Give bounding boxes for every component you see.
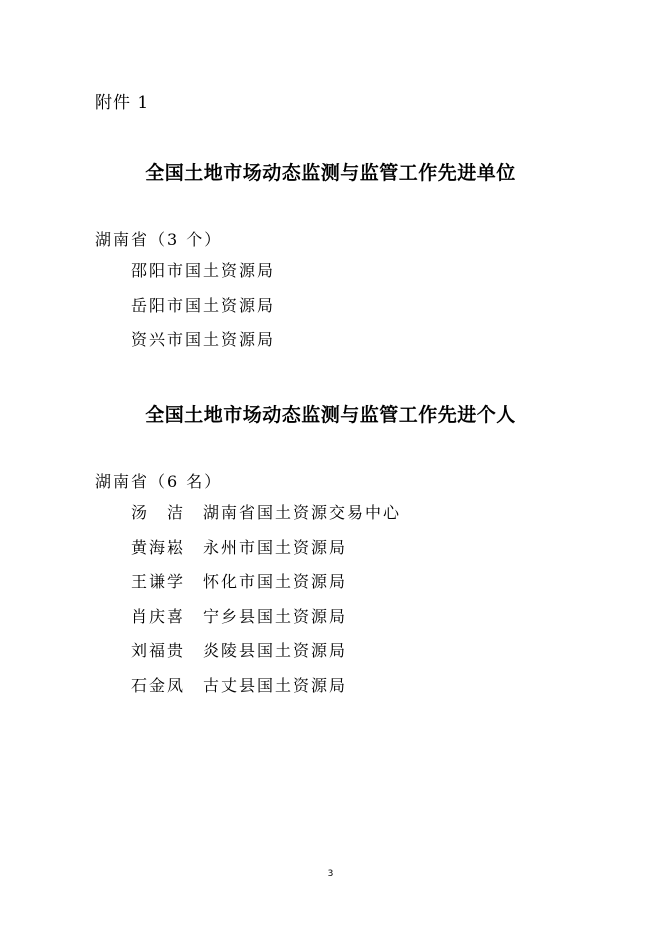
person-unit: 永州市国土资源局 — [203, 537, 348, 557]
advanced-individuals-list — [131, 504, 401, 711]
advanced-units-list — [131, 262, 275, 366]
person-name: 肖庆喜 — [131, 606, 186, 626]
person-unit: 炎陵县国土资源局 — [203, 641, 348, 660]
person-name: 石金凤 — [131, 675, 186, 695]
page-number: 3 — [327, 869, 334, 879]
list-item: 岳阳市国土资源局 — [131, 295, 276, 315]
person-name: 刘福贵 — [131, 641, 186, 660]
list-item: 邵阳市国土资源局 — [131, 261, 276, 280]
province-heading-units: 湖南省（3 个） — [95, 230, 223, 249]
list-item — [131, 642, 401, 677]
person-name: 王谦学 — [131, 572, 186, 591]
list-item — [131, 573, 401, 608]
list-item: 资兴市国土资源局 — [131, 330, 276, 349]
person-unit: 宁乡县国土资源局 — [203, 606, 348, 626]
section-title-advanced-individuals: 全国土地市场动态监测与监管工作先进个人 — [145, 404, 516, 426]
person-name: 汤 洁 — [131, 503, 186, 522]
attachment-label: 附件 1 — [95, 93, 150, 113]
list-item — [131, 539, 401, 574]
list-item — [131, 608, 401, 643]
section-title-advanced-units: 全国土地市场动态监测与监管工作先进单位 — [145, 162, 516, 184]
person-unit: 怀化市国土资源局 — [203, 572, 348, 591]
list-item — [131, 677, 401, 712]
person-unit: 古丈县国土资源局 — [203, 675, 348, 695]
list-item — [131, 504, 401, 539]
person-unit: 湖南省国土资源交易中心 — [203, 503, 402, 522]
province-heading-individuals: 湖南省（6 名） — [95, 472, 223, 491]
person-name: 黄海崧 — [131, 537, 186, 557]
